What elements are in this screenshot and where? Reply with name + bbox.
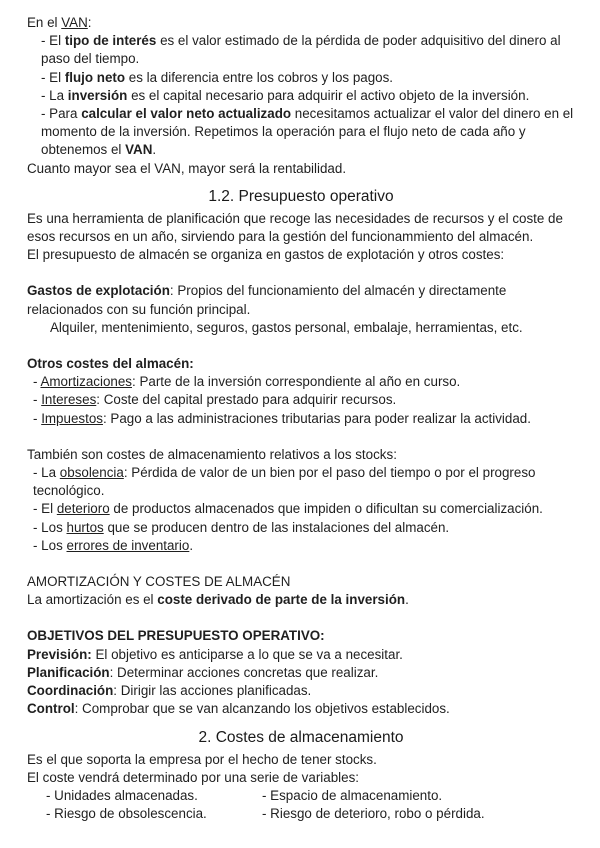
section-heading-costes-almacenamiento: 2. Costes de almacenamiento [198, 728, 404, 746]
objetivo-coordinacion: Coordinación: Dirigir las acciones planificadas. [27, 683, 312, 699]
van-term: VAN [61, 15, 88, 30]
gastos-examples: Alquiler, mentenimiento, seguros, gastos personal, embalaje, herramientas, etc. [50, 319, 523, 335]
objetivos-heading: OBJETIVOS DEL PRESUPUESTO OPERATIVO: [27, 628, 325, 644]
van-item-flujo-neto: - El flujo neto es la diferencia entre los cobros y los pagos. [41, 69, 394, 85]
amortizacion-heading: AMORTIZACIÓN Y COSTES DE ALMACÉN [27, 574, 291, 590]
variable-espacio: - Espacio de almacenamiento. [262, 787, 443, 803]
document-page [27, 14, 575, 823]
stocks-item-obsolencia: - La obsolencia: Pérdida de valor de un bien por el paso del tiempo o por el progreso tecnológico. [33, 465, 536, 499]
objetivo-prevision: Previsión: El objetivo es anticiparse a lo que se va a necesitar. [27, 646, 403, 662]
stocks-intro: También son costes de almacenamiento relativos a los stocks: [27, 446, 397, 462]
costes-para2: El coste vendrá determinado por una serie de variables: [27, 769, 359, 785]
otros-costes-heading: Otros costes del almacén: [27, 356, 194, 372]
otros-item-impuestos: - Impuestos: Pago a las administraciones tributarias para poder realizar la actividad. [33, 410, 531, 426]
variables-row-2 [27, 805, 575, 823]
gastos-explotacion: Gastos de explotación: Propios del funcionamiento del almacén y directamente relacionados con su función principal. [27, 283, 507, 317]
van-intro: En el VAN: [27, 15, 92, 30]
variable-obsolescencia: - Riesgo de obsolescencia. [46, 806, 207, 822]
stocks-item-errores: - Los errores de inventario. [33, 537, 194, 553]
variables-row-1 [27, 787, 575, 805]
costes-para1: Es el que soporta la empresa por el hecho de tener stocks. [27, 751, 377, 767]
objetivo-control: Control: Comprobar que se van alcanzando los objetivos establecidos. [27, 701, 450, 717]
van-item-tipo-interes: - El tipo de interés es el valor estimado de la pérdida de poder adquisitivo del dinero al paso del tiempo. [41, 33, 561, 67]
van-closing: Cuanto mayor sea el VAN, mayor será la rentabilidad. [27, 160, 347, 176]
section-heading-presupuesto-operativo: 1.2. Presupuesto operativo [208, 187, 394, 205]
amortizacion-text: La amortización es el coste derivado de parte de la inversión. [27, 592, 409, 608]
presupuesto-para2: El presupuesto de almacén se organiza en gastos de explotación y otros costes: [27, 247, 505, 263]
stocks-item-hurtos: - Los hurtos que se producen dentro de las instalaciones del almacén. [33, 519, 450, 535]
otros-item-amortizaciones: - Amortizaciones: Parte de la inversión correspondiente al año en curso. [33, 374, 461, 390]
stocks-item-deterioro: - El deterioro de productos almacenados que impiden o dificultan su comercialización. [33, 501, 543, 517]
presupuesto-para1: Es una herramienta de planificación que recoge las necesidades de recursos y el coste de esos recursos en un año, sirviendo para la gestión del funcionammiento del almacén. [27, 210, 563, 245]
otros-item-intereses: - Intereses: Coste del capital prestado para adquirir recursos. [33, 392, 397, 408]
variable-unidades: - Unidades almacenadas. [46, 787, 198, 803]
objetivo-planificacion: Planificación: Determinar acciones concretas que realizar. [27, 664, 379, 680]
variable-deterioro: - Riesgo de deterioro, robo o pérdida. [262, 806, 485, 822]
van-item-inversion: - La inversión es el capital necesario para adquirir el activo objeto de la inversión. [41, 87, 530, 103]
van-item-calcular: - Para calcular el valor neto actualizado necesitamos actualizar el valor del dinero en el momento de la inversión. Repetimos la operación para el flujo neto de cada año y obtenemos el VAN. [41, 106, 574, 158]
